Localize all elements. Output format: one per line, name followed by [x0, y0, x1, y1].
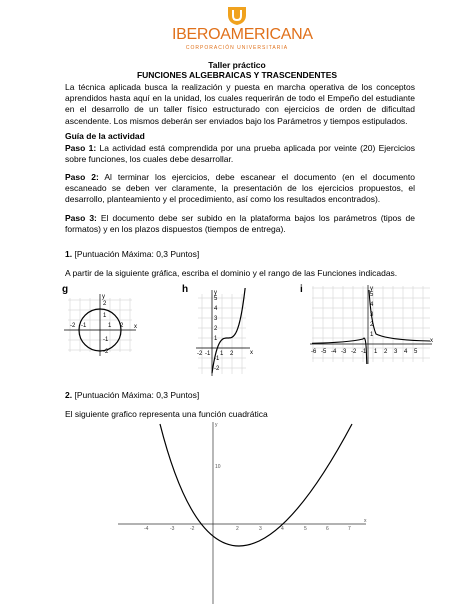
svg-text:5: 5 — [214, 296, 218, 302]
svg-text:-1: -1 — [361, 349, 367, 355]
svg-text:-3: -3 — [341, 349, 347, 355]
svg-text:y: y — [215, 422, 218, 428]
graph-label-h: h — [182, 284, 189, 295]
university-logo — [172, 6, 313, 64]
question-number: 2. — [65, 390, 73, 400]
svg-text:-1: -1 — [214, 356, 220, 362]
brand-subtitle: CORPORACIÓN UNIVERSITARIA — [185, 45, 289, 51]
svg-text:1: 1 — [374, 349, 378, 355]
svg-text:-6: -6 — [311, 349, 317, 355]
svg-text:-2: -2 — [214, 366, 220, 372]
question-points: [Puntuación Máxima: 0,3 Puntos] — [74, 390, 200, 400]
step-3 — [65, 213, 415, 235]
question-2-text: El siguiente grafico representa una función cuadrática — [65, 409, 268, 419]
svg-text:-4: -4 — [144, 526, 149, 532]
svg-text:x: x — [430, 338, 433, 344]
step-label: Paso 3: — [65, 213, 97, 223]
graph-h-cubic — [194, 288, 256, 378]
svg-text:2: 2 — [214, 326, 218, 332]
step-2 — [65, 172, 415, 206]
svg-text:1: 1 — [108, 323, 112, 329]
graph-i-rational — [308, 284, 434, 366]
brand-name: IBEROAMERICANA — [172, 26, 313, 43]
step-label: Paso 1: — [65, 143, 97, 153]
step-text: La actividad está comprendida por una prueba aplicada por veinte (20) Ejercicios sobre funciones, los cuales debe desarrollar. — [65, 143, 415, 165]
svg-text:1: 1 — [103, 313, 107, 319]
svg-text:4: 4 — [281, 526, 284, 532]
svg-text:6: 6 — [326, 526, 329, 532]
svg-text:-4: -4 — [331, 349, 337, 355]
svg-text:-2: -2 — [351, 349, 357, 355]
question-2-header — [65, 390, 415, 401]
svg-text:-2: -2 — [190, 526, 195, 532]
svg-text:2: 2 — [103, 301, 107, 307]
svg-text:3: 3 — [394, 349, 398, 355]
step-text: El documento debe ser subido en la plataforma bajos los parámetros (tipos de formatos) y en los plazos dispuestos (tiempos de entrega). — [65, 213, 415, 235]
svg-text:10: 10 — [215, 464, 221, 470]
svg-text:1: 1 — [220, 351, 224, 357]
svg-text:2: 2 — [370, 322, 374, 328]
svg-text:y: y — [102, 294, 105, 300]
question-number: 1. — [65, 249, 73, 259]
svg-text:-2: -2 — [70, 323, 76, 329]
step-label: Paso 2: — [65, 172, 99, 182]
svg-text:-1: -1 — [103, 337, 109, 343]
svg-text:-5: -5 — [321, 349, 327, 355]
doc-title: Taller práctico — [208, 60, 266, 70]
question-1-header — [65, 249, 415, 260]
svg-text:-1: -1 — [81, 323, 87, 329]
graph-g-circle — [60, 292, 142, 360]
svg-text:2: 2 — [384, 349, 388, 355]
svg-text:4: 4 — [214, 306, 218, 312]
guide-title: Guía de la actividad — [65, 131, 145, 141]
svg-text:y: y — [214, 290, 217, 296]
svg-text:2: 2 — [230, 351, 234, 357]
svg-text:x: x — [250, 350, 253, 356]
svg-text:1: 1 — [214, 336, 218, 342]
svg-text:-1: -1 — [205, 351, 211, 357]
question-1-text: A partir de la siguiente gráfica, escriba el dominio y el rango de las Funciones indicadas. — [65, 268, 398, 278]
shield-icon — [226, 6, 248, 26]
svg-text:x: x — [364, 518, 367, 524]
step-text: Al terminar los ejercicios, debe escanear el documento (en el documento escaneado se deben ver claramente, la presentación de los ejercicios propuestos, el desarrollo, planteamiento y el procedimiento, así como los resultados encontrados). — [65, 172, 415, 205]
svg-text:2: 2 — [120, 323, 124, 329]
svg-text:1: 1 — [370, 332, 374, 338]
doc-subtitle: FUNCIONES ALGEBRAICAS Y TRASCENDENTES — [136, 70, 338, 80]
svg-text:4: 4 — [370, 302, 374, 308]
svg-text:-3: -3 — [170, 526, 175, 532]
svg-text:x: x — [134, 324, 137, 330]
svg-text:-2: -2 — [197, 351, 203, 357]
svg-text:2: 2 — [236, 526, 239, 532]
svg-text:3: 3 — [214, 316, 218, 322]
graph-label-i: i — [300, 284, 303, 295]
svg-text:5: 5 — [414, 349, 418, 355]
svg-text:5: 5 — [370, 292, 374, 298]
svg-text:5: 5 — [304, 526, 307, 532]
svg-text:3: 3 — [259, 526, 262, 532]
graph-parabola — [112, 418, 372, 608]
svg-text:7: 7 — [348, 526, 351, 532]
intro-paragraph: La técnica aplicada busca la realización y puesta en marcha operativa de los conceptos aprendidos hasta aquí en la unidad, los cuales requerirán de todo el Empeño del estudiante en el desarrollo de un taller físico estructurado con ejercicios de orden de dificultad ascendente. Los mismos deberán ser enviados bajo los Parámetros y tiempos estipulados. — [65, 82, 415, 126]
question-points: [Puntuación Máxima: 0,3 Puntos] — [74, 249, 200, 259]
svg-text:y: y — [370, 286, 373, 292]
step-1 — [65, 143, 415, 165]
svg-text:-2: -2 — [103, 349, 109, 355]
graph-label-g: g — [62, 284, 69, 295]
svg-text:3: 3 — [370, 312, 374, 318]
svg-text:4: 4 — [404, 349, 408, 355]
